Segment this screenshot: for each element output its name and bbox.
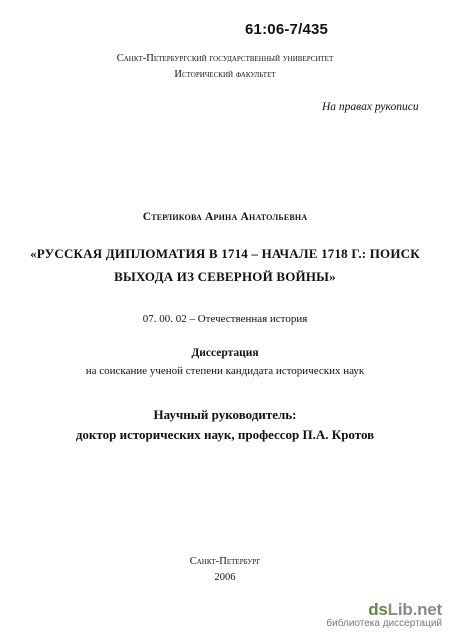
author-name: Стерликова Арина Анатольевна bbox=[142, 211, 308, 223]
catalog-stamp: 61:06-7/435 bbox=[245, 21, 329, 38]
specialty-code: 07. 00. 02 – Отечественная история bbox=[142, 313, 308, 325]
document-type: Диссертация bbox=[191, 347, 259, 359]
year: 2006 bbox=[214, 572, 236, 583]
dslib-logo-prefix: ds bbox=[368, 600, 388, 619]
city: Санкт-Петербург bbox=[189, 556, 261, 567]
dslib-logo-suffix: Lib.net bbox=[387, 600, 442, 619]
advisor-name: доктор исторических наук, профессор П.А. Кротов bbox=[75, 427, 375, 442]
advisor-label: Научный руководитель: bbox=[153, 407, 297, 422]
thesis-title-line-1: «РУССКАЯ ДИПЛОМАТИЯ В 1714 – НАЧАЛЕ 1718 Г.: ПОИСК bbox=[30, 246, 420, 261]
university-name: Санкт-Петербургский государственный университет bbox=[116, 53, 334, 64]
dslib-logo bbox=[368, 600, 442, 620]
faculty-name: Исторический факультет bbox=[174, 69, 276, 80]
dslib-subtitle: библиотека диссертаций bbox=[326, 618, 442, 629]
manuscript-rights-note: На правах рукописи bbox=[322, 101, 419, 113]
dslib-watermark[interactable] bbox=[322, 600, 442, 630]
thesis-title-line-2: ВЫХОДА ИЗ СЕВЕРНОЙ ВОЙНЫ» bbox=[114, 269, 336, 284]
degree-purpose: на соискание ученой степени кандидата исторических наук bbox=[85, 365, 365, 377]
